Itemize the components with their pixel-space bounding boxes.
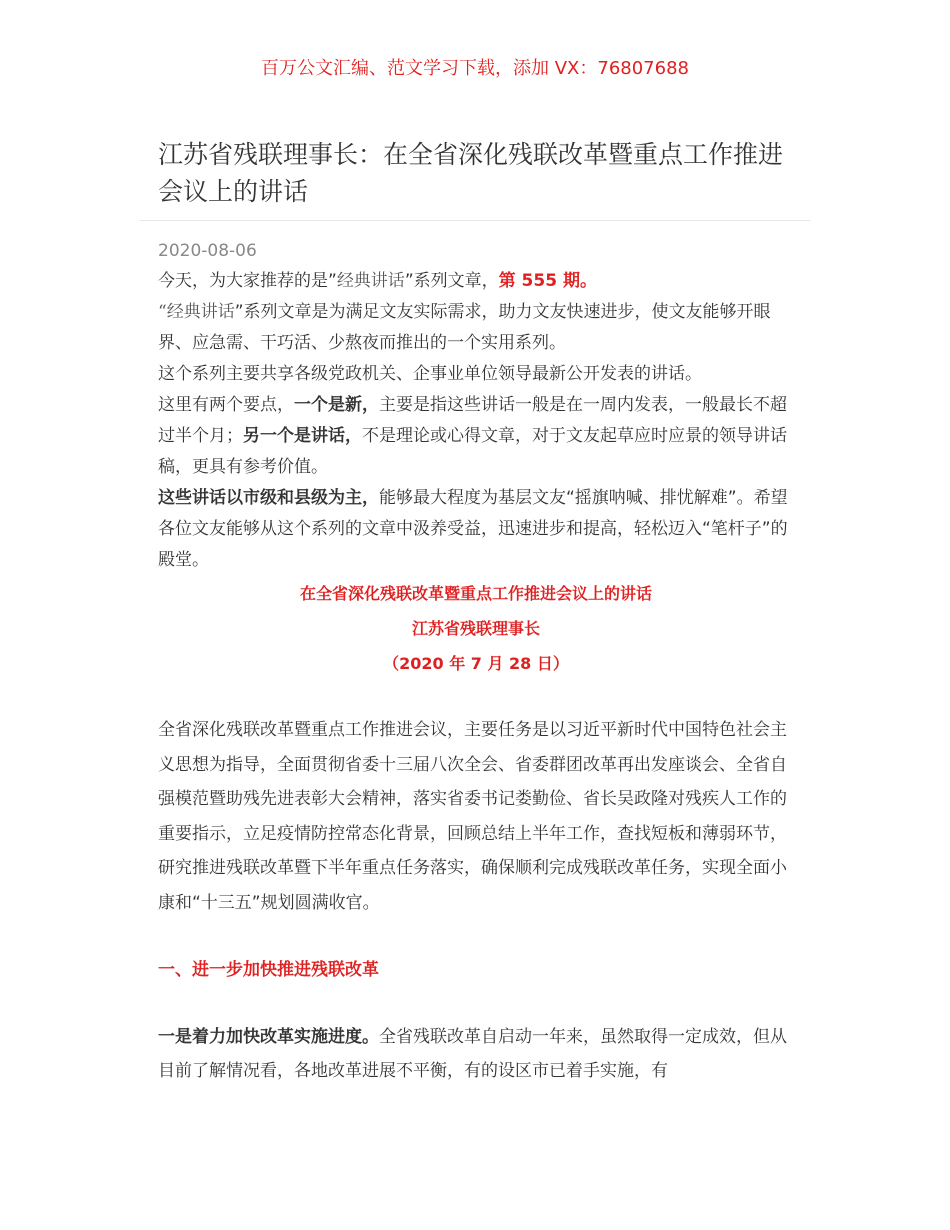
- intro-paragraph-3: 这个系列主要共享各级党政机关、企事业单位领导最新公开发表的讲话。: [158, 364, 702, 384]
- quote-open: “: [158, 302, 167, 322]
- intro-text: 不是理论或心得文章，对于文友起草应时应景的领导讲话稿，更具有参考价值。: [158, 426, 787, 477]
- intro-paragraph-1: [158, 266, 794, 297]
- article-body: [158, 266, 794, 1088]
- speech-paragraph-2: [158, 1020, 794, 1088]
- key-point: 一个是新，: [294, 395, 379, 415]
- point-lead: 一是着力加快改革实施进度。: [158, 1027, 379, 1047]
- point-text: 全省残联改革自启动一年来，虽然取得一定成效，但从目前了解情况看，各地改革进展不平衡，有的设区市已着手实施，有: [158, 1027, 787, 1081]
- article-date: 2020-08-06: [158, 241, 257, 261]
- article-title: 江苏省残联理事长：在全省深化残联改革暨重点工作推进会议上的讲话: [158, 140, 784, 206]
- intro-text: 这里有两个要点，: [158, 395, 294, 415]
- speech-date: （2020 年 7 月 28 日）: [383, 654, 569, 673]
- issue-number: 第 555 期。: [498, 271, 597, 291]
- spacer: [158, 681, 794, 713]
- intro-paragraph-2: [158, 297, 794, 359]
- speech-heading: 在全省深化残联改革暨重点工作推进会议上的讲话: [299, 584, 652, 603]
- intro-text: ”系列文章，: [404, 271, 499, 291]
- intro-text: ”系列文章是为满足文友实际需求，助力文友快速进步，使文友能够开眼界、应急需、干巧活、少熬夜而推出的一个实用系列。: [158, 302, 771, 353]
- speech-speaker: 江苏省残联理事长: [411, 619, 540, 638]
- speech-paragraph-1: 全省深化残联改革暨重点工作推进会议，主要任务是以习近平新时代中国特色社会主义思想为指导，全面贯彻省委十三届八次全会、省委群团改革再出发座谈会、全省自强模范暨助残先进表彰大会精神，落实省委书记娄勤俭、省长吴政隆对残疾人工作的重要指示，立足疫情防控常态化背景，回顾总结上半年工作，查找短板和薄弱环节，研究推进残联改革暨下半年重点任务落实，确保顺利完成残联改革任务，实现全面小康和“十三五”规划圆满收官。: [158, 720, 787, 913]
- series-name: 经典讲话: [336, 271, 405, 291]
- intro-paragraph-5: [158, 483, 794, 576]
- promo-banner: 百万公文汇编、范文学习下载，添加 VX：76807688: [261, 58, 689, 79]
- section-heading-1: 一、进一步加快推进残联改革: [158, 960, 379, 980]
- intro-text: 今天，为大家推荐的是”: [158, 271, 337, 291]
- series-name: 经典讲话: [166, 302, 235, 322]
- key-point: 这些讲话以市级和县级为主，: [158, 488, 379, 508]
- key-point: 另一个是讲话，: [243, 426, 362, 446]
- title-divider: [140, 220, 810, 221]
- intro-text: 能够最大程度为基层文友“摇旗呐喊、排忧解难”。希望各位文友能够从这个系列的文章中汲养受益，迅速进步和提高，轻松迈入“笔杆子”的殿堂。: [158, 488, 788, 570]
- intro-text: 主要是指这些讲话一般是在一周内发表，一般最长不超过半个月；: [158, 395, 787, 446]
- intro-paragraph-4: [158, 390, 794, 483]
